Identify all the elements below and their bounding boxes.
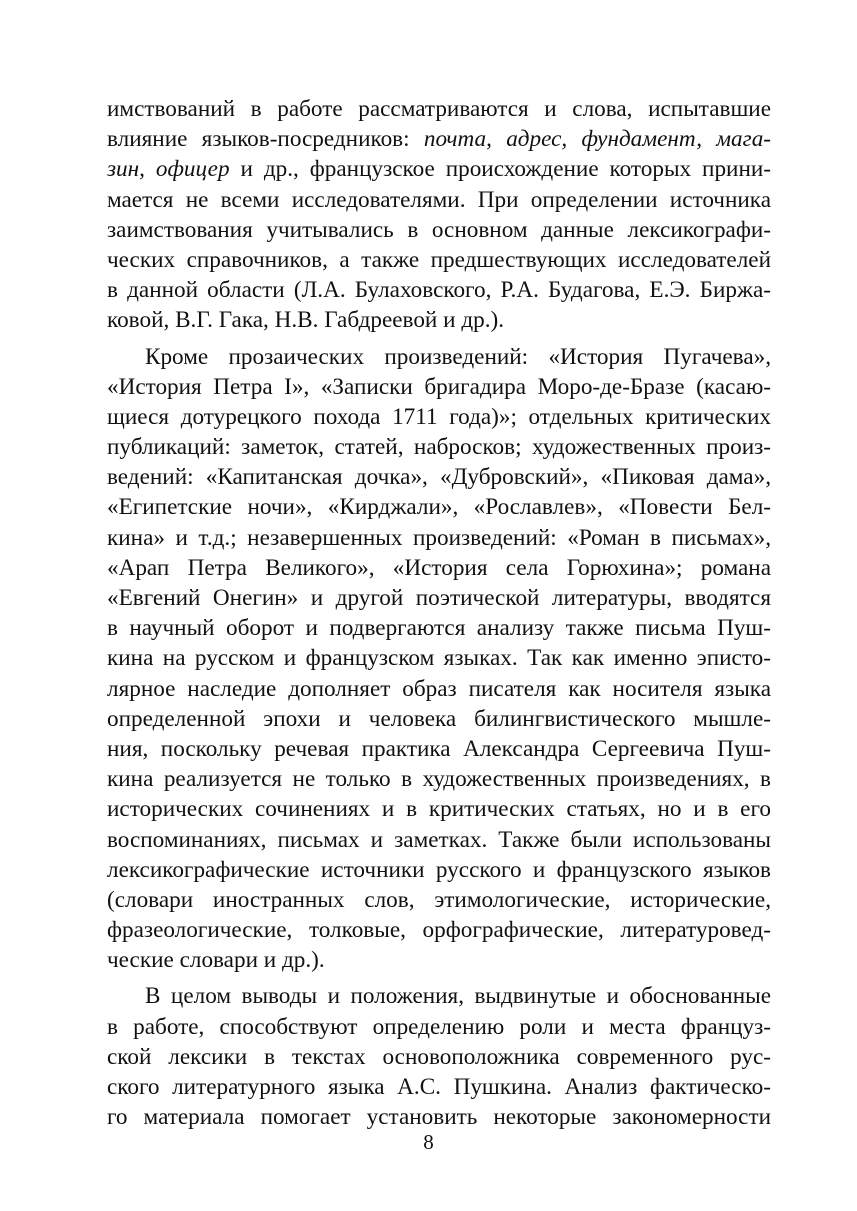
text-line: (словари иностранных слов, этимологические, исторические, bbox=[107, 886, 771, 913]
text-line: го материала помогает установить некоторые закономерности bbox=[107, 1104, 771, 1131]
text-span: имствований в работе рассматриваются и слова, испытавшие bbox=[107, 96, 771, 122]
italic-term: зин, офицер bbox=[107, 156, 230, 183]
text-span: , bbox=[486, 126, 507, 153]
text-line: ской лексики в текстах основоположника современного рус- bbox=[107, 1043, 771, 1070]
italic-term: адрес, фундамент, мага- bbox=[506, 126, 772, 153]
text-line: «Египетские ночи», «Кирджали», «Рославлев», «Повести Бел- bbox=[107, 494, 771, 521]
page-number: 8 bbox=[423, 1130, 434, 1154]
text-line: лярное наследие дополняет образ писателя как носителя языка bbox=[107, 675, 771, 702]
text-line: воспоминаниях, письмах и заметках. Также были использованы bbox=[107, 826, 771, 853]
text-span: и др., французское происхождение которых прини- bbox=[229, 156, 771, 183]
text-line bbox=[107, 124, 771, 154]
text-span: заимствования учитывались в основном данные лексикографи- bbox=[107, 216, 771, 243]
text-line: кина на русском и французском языках. Так как именно эписто- bbox=[107, 645, 771, 672]
text-line: Кроме прозаических произведений: «История Пугачева», bbox=[145, 343, 771, 370]
text-line bbox=[107, 215, 771, 245]
italic-term: почта bbox=[423, 126, 487, 153]
text-span: ковой, В.Г. Гака, Н.В. Габдреевой и др.). bbox=[107, 307, 505, 334]
text-span: в данной области (Л.А. Булаховского, Р.А. Будагова, Е.Э. Биржа- bbox=[107, 277, 771, 304]
body-text bbox=[107, 94, 771, 1132]
text-line: ведений: «Капитанская дочка», «Дубровский», «Пиковая дама», bbox=[107, 464, 771, 491]
text-line: ния, поскольку речевая практика Александра Сергеевича Пуш- bbox=[107, 735, 771, 762]
text-line: в научный оборот и подвергаются анализу также письма Пуш- bbox=[107, 615, 771, 642]
text-line bbox=[107, 154, 771, 184]
text-line bbox=[107, 245, 771, 275]
text-line bbox=[107, 94, 771, 124]
text-line bbox=[107, 275, 771, 305]
text-line: исторических сочинениях и в критических статьях, но и в его bbox=[107, 796, 771, 823]
text-line: «Арап Петра Великого», «История села Горюхина»; романа bbox=[107, 554, 771, 581]
text-line: фразеологические, толковые, орфографические, литературовед- bbox=[107, 917, 771, 944]
text-line: ческие словари и др.). bbox=[107, 947, 325, 974]
text-line: В целом выводы и положения, выдвинутые и обоснованные bbox=[145, 983, 771, 1010]
text-line: щиеся дотурецкого похода 1711 года)»; отдельных критических bbox=[107, 403, 771, 430]
text-span: мается не всеми исследователями. При определении источника bbox=[107, 186, 771, 213]
text-line bbox=[107, 305, 771, 335]
text-line: публикаций: заметок, статей, набросков; художественных произ- bbox=[107, 434, 771, 461]
text-line: «История Петра I», «Записки бригадира Моро-де-Бразе (касаю- bbox=[107, 373, 771, 400]
text-line: кина реализуется не только в художественных произведениях, в bbox=[107, 766, 771, 793]
text-span: ческих справочников, а также предшествующих исследователей bbox=[107, 246, 771, 273]
text-line bbox=[107, 185, 771, 215]
text-span: влияние языков-посредников: bbox=[107, 126, 424, 153]
text-line: в работе, способствуют определению роли и места француз- bbox=[107, 1013, 771, 1040]
text-line: определенной эпохи и человека билингвистического мышле- bbox=[107, 705, 771, 732]
text-line: лексикографические источники русского и французского языков bbox=[107, 856, 771, 883]
text-line: кина» и т.д.; незавершенных произведений: «Роман в письмах», bbox=[107, 524, 771, 551]
text-line: ского литературного языка А.С. Пушкина. Анализ фактическо- bbox=[107, 1074, 771, 1100]
text-line: «Евгений Онегин» и другой поэтической литературы, вводятся bbox=[107, 585, 771, 611]
